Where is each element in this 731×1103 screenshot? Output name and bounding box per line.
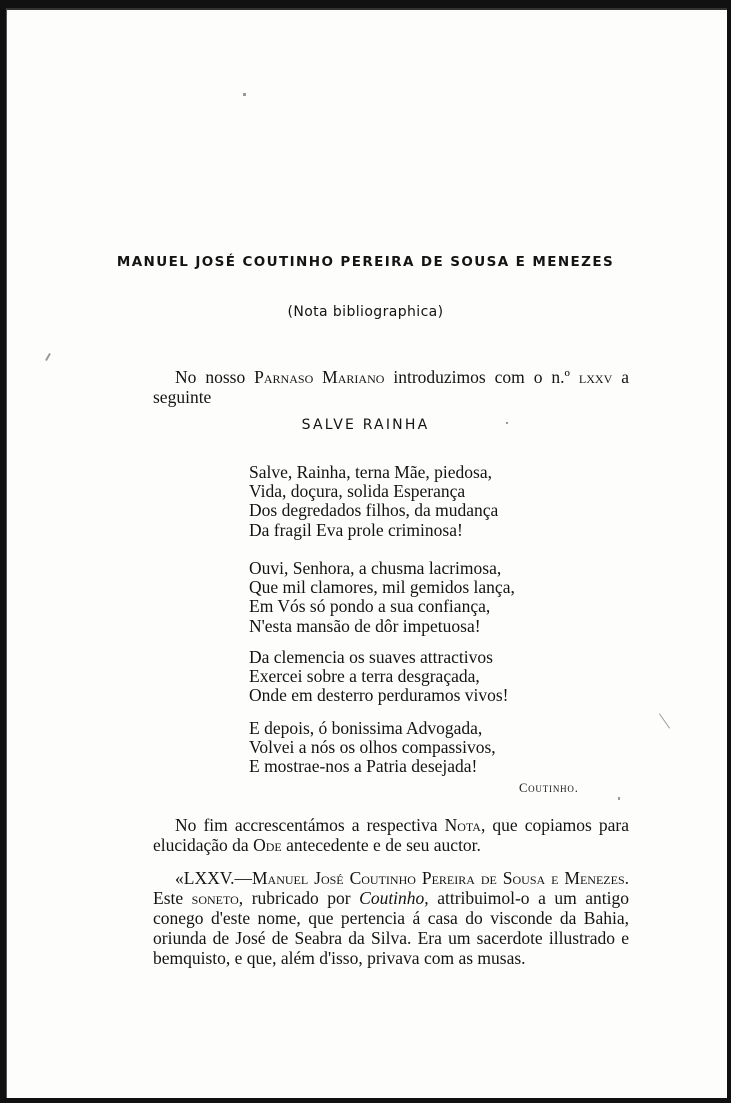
poem-stanza xyxy=(249,719,569,777)
intro-work-title: Parnaso Mariano xyxy=(254,367,385,387)
intro-number: lxxv xyxy=(578,367,613,387)
quote-text: . Este xyxy=(153,868,629,908)
poem-line: Que mil clamores, mil gemidos lança, xyxy=(249,577,515,598)
page-subtitle: (Nota bibliographica) xyxy=(287,304,444,320)
speck xyxy=(618,797,620,800)
intro-text: No nosso xyxy=(175,367,255,387)
quote-author-name: Manuel José Coutinho Pereira de Sousa e Menezes xyxy=(251,868,625,888)
poem-line: Exercei sobre a terra desgraçada, xyxy=(249,666,480,687)
quote-number: «LXXV.— xyxy=(175,868,252,888)
poem-line: Da clemencia os suaves attractivos xyxy=(249,647,493,667)
speck xyxy=(45,353,51,361)
poem-line: Dos degredados filhos, da mudança xyxy=(249,500,499,521)
poem-line: E mostrae-nos a Patria desejada! xyxy=(249,756,478,777)
poem-line: Em Vós só pondo a sua confiança, xyxy=(249,596,491,617)
intro-text: introduzimos com o n.º xyxy=(384,367,579,387)
poem-stanza xyxy=(249,463,569,540)
note-paragraph xyxy=(153,815,629,855)
poem-line: Vida, doçura, solida Esperança xyxy=(249,481,466,502)
page-title: MANUEL JOSÉ COUTINHO PEREIRA DE SOUSA E MENEZES xyxy=(116,254,615,270)
quote-keyword: soneto xyxy=(191,888,239,908)
poem-line: Da fragil Eva prole criminosa! xyxy=(249,519,463,540)
note-keyword: Ode xyxy=(253,835,282,855)
intro-text: a seguinte xyxy=(153,367,629,407)
quote-signature-name: Coutinho, xyxy=(359,888,429,908)
intro-paragraph xyxy=(153,367,629,407)
poem-line: E depois, ó bonissima Advogada, xyxy=(249,718,483,738)
poem-line: Onde em desterro perduramos vivos! xyxy=(249,685,509,706)
note-keyword: Nota xyxy=(444,815,481,835)
speck xyxy=(243,93,246,96)
quote-paragraph xyxy=(153,868,629,968)
note-text: No fim accrescentámos a respectiva xyxy=(175,815,445,835)
quote-text: , rubricado por xyxy=(238,888,360,908)
poem-signature: Coutinho. xyxy=(519,781,579,795)
note-text: , que copiamos para elucidação da xyxy=(153,815,630,855)
quote-text: attribuimol-o a um antigo conego d'este nome, que pertencia á casa do visconde da Bahia, oriunda de José de Seabra da Silva. Era um sacerdote illustrado e bemquisto, e que, além d'isso, privava com as musas. xyxy=(153,888,629,968)
note-text: antecedente e de seu auctor. xyxy=(281,835,481,855)
poem-line: Volvei a nós os olhos compassivos, xyxy=(249,737,496,758)
poem-stanza xyxy=(249,559,569,636)
poem-line: Salve, Rainha, terna Mãe, piedosa, xyxy=(249,462,492,482)
poem-title: SALVE RAINHA xyxy=(301,417,430,433)
poem-line: N'esta mansão de dôr impetuosa! xyxy=(249,615,481,636)
poem-line: Ouvi, Senhora, a chusma lacrimosa, xyxy=(249,558,502,578)
speck xyxy=(659,713,670,728)
poem-stanza xyxy=(249,648,569,706)
